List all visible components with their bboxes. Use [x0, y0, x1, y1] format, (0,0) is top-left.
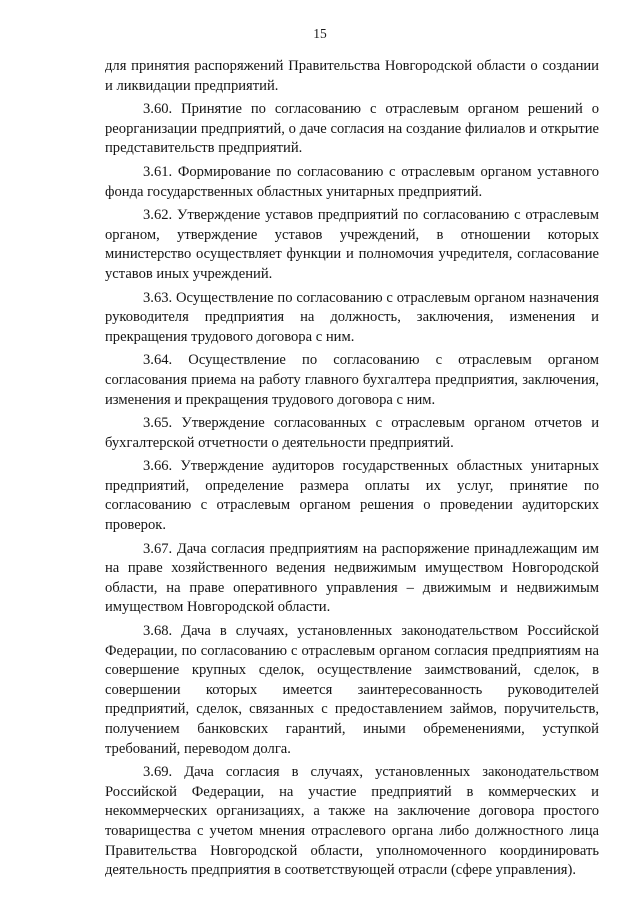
paragraph-3-69: 3.69. Дача согласия в случаях, установленных законодательством Российской Федерации, на участие предприятий в коммерческих и некоммерческих организациях, а также на заключение договора простого товарищества с учетом мнения отраслевого органа либо должностного лица Правительства Новгородской области, уполномоченного координировать деятельность предприятия в соответствующей отрасли (сфере управления). [105, 764, 599, 879]
paragraph-3-68: 3.68. Дача в случаях, установленных законодательством Российской Федерации, по согласованию с отраслевым органом согласия предприятиям на совершение крупных сделок, осуществление заимствований, сделок, в совершении которых имеется заинтересованность руководителей предприятий, сделок, связанных с предоставлением займов, поручительств, получением банковских гарантий, иными обременениями, уступкой требований, переводом долга. [105, 623, 599, 757]
paragraph-3-60: 3.60. Принятие по согласованию с отраслевым органом решений о реорганизации предприятий, о даче согласия на создание филиалов и открытие представительств предприятий. [105, 101, 599, 157]
paragraph-3-67: 3.67. Дача согласия предприятиям на распоряжение принадлежащим им на праве хозяйственного ведения недвижимым имуществом Новгородской области, на праве оперативного управления – движимым и недвижимым имуществом Новгородской области. [105, 540, 599, 616]
paragraph-3-64: 3.64. Осуществление по согласованию с отраслевым органом согласования приема на работу главного бухгалтера предприятия, заключения, изменения и прекращения трудового договора с ним. [105, 352, 599, 408]
paragraph-3-65: 3.65. Утверждение согласованных с отраслевым органом отчетов и бухгалтерской отчетности о деятельности предприятий. [105, 415, 599, 451]
document-body [105, 57, 599, 885]
paragraph-3-61: 3.61. Формирование по согласованию с отраслевым органом уставного фонда государственных областных унитарных предприятий. [105, 163, 599, 200]
paragraph-continuation: для принятия распоряжений Правительства Новгородской области о создании и ликвидации предприятий. [105, 58, 599, 94]
paragraph-3-62: 3.62. Утверждение уставов предприятий по согласованию с отраслевым органом, утверждение уставов учреждений, в отношении которых министерство осуществляет функции и полномочия учредителя, согласование уставов иных учреждений. [105, 207, 599, 282]
page-number: 15 [313, 26, 327, 41]
paragraph-3-66: 3.66. Утверждение аудиторов государственных областных унитарных предприятий, определение размера оплаты их услуг, принятие по согласованию с отраслевым органом решения о проведении аудиторских проверок. [105, 458, 599, 534]
paragraph-3-63: 3.63. Осуществление по согласованию с отраслевым органом назначения руководителя предприятия на должность, заключения, изменения и прекращения трудового договора с ним. [105, 289, 599, 345]
